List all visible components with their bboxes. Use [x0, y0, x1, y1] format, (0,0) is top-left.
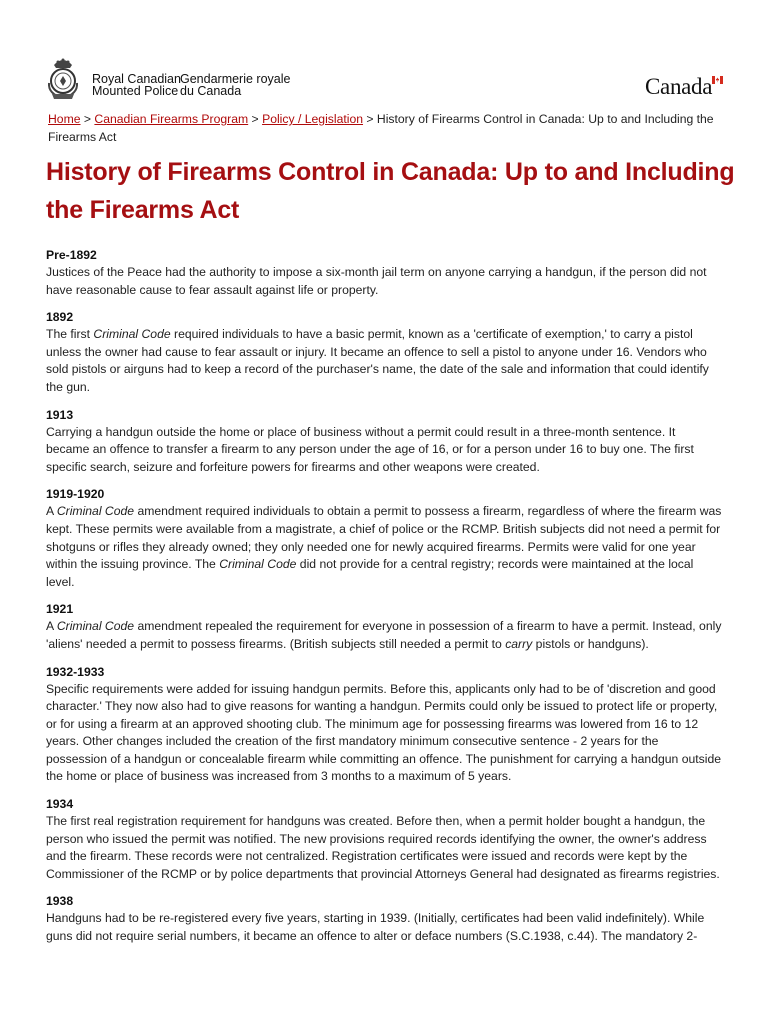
rcmp-crest-icon — [44, 56, 82, 100]
section-year: 1934 — [46, 797, 74, 812]
breadcrumb-current: History of Firearms Control in Canada: Up to and Including the Firearms Act — [48, 112, 714, 144]
section-text: A Criminal Code amendment required individuals to obtain a permit to possess a firearm, regardless of where the firearm was kept. These permits were available from a magistrate, a chief of police or the RCMP. British subjects did not need a permit for shotguns or rifles they already owned; they only needed one for newly acquired firearms. Permits were valid for one year within the issuing province. The Criminal Code did not provide for a central registry; records were maintained at the local level. — [46, 504, 722, 589]
section-text: A Criminal Code amendment repealed the requirement for everyone in possession of a firearm to have a permit. Instead, only 'aliens' needed a permit to possess firearms. (British subjects still needed a permit to carry pistols or handguns). — [46, 619, 722, 651]
history-section — [46, 664, 722, 787]
section-text: Carrying a handgun outside the home or place of business without a permit could result in a three-month sentence. It became an offence to transfer a firearm to any person under the age of 16, or for a person under 16 to buy one. The first specific search, seizure and forfeiture powers for firearms and other weapons were created. — [46, 424, 694, 474]
history-section — [46, 893, 722, 945]
org-fr-line2: du Canada — [180, 84, 242, 98]
history-section — [46, 486, 722, 591]
page-title: History of Firearms Control in Canada: Up to and Including the Firearms Act — [46, 158, 735, 224]
org-name-english — [92, 73, 181, 97]
org-fr-line1: Gendarmerie royale — [180, 72, 291, 86]
history-section — [46, 407, 722, 477]
history-section — [46, 601, 722, 653]
org-name-french — [180, 73, 290, 97]
section-year: 1932-1933 — [46, 664, 105, 679]
section-year: Pre-1892 — [46, 248, 97, 262]
site-header — [0, 0, 768, 108]
canada-wordmark: Canada — [645, 74, 713, 99]
section-text: Specific requirements were added for issuing handgun permits. Before this, applicants only had to be of 'discretion and good character.' They now also had to give reasons for wanting a handgun. Permits could only be issued to protect life or property, or for using a firearm at an approved shooting club. The minimum age for possessing firearms was lowered from 16 to 12 years. Other changes included the creation of the first mandatory minimum consecutive sentence - 2 years for the possession of a handgun or concealable firearm while committing an offence. The punishment for carrying a handgun outside the home or place of business was increased from 3 months to a maximum of 5 years. — [46, 681, 722, 784]
section-year: 1919-1920 — [46, 487, 105, 502]
history-section — [46, 796, 722, 883]
section-text: Handguns had to be re-registered every five years, starting in 1939. (Initially, certificates had been valid indefinitely). While guns did not require serial numbers, it became an offence to alter or deface numbers (S.C.1938, c.44). The mandatory 2- — [46, 911, 705, 944]
breadcrumb-home-link[interactable]: Home — [48, 112, 81, 126]
section-year: 1892 — [46, 310, 74, 325]
breadcrumb-program-link[interactable]: Canadian Firearms Program — [94, 112, 249, 126]
org-en-line1: Royal Canadian — [92, 72, 181, 86]
breadcrumb-separator: > — [80, 112, 95, 126]
breadcrumb-policy-link[interactable]: Policy / Legislation — [262, 112, 364, 126]
history-content — [46, 247, 722, 956]
section-text: Justices of the Peace had the authority to impose a six-month jail term on anyone carrying a handgun, if the person did not have reasonable cause to fear assault against life or property. — [46, 265, 707, 297]
breadcrumb-separator: > — [248, 112, 263, 126]
section-year: 1938 — [46, 894, 74, 909]
breadcrumb — [48, 110, 728, 146]
section-year: 1913 — [46, 407, 74, 422]
org-en-line2: Mounted Police — [92, 84, 179, 98]
section-year: 1921 — [46, 602, 74, 617]
canada-flag-icon — [712, 76, 723, 84]
section-text: The first real registration requirement for handguns was created. Before then, when a permit holder bought a handgun, the person who issued the permit was notified. The new provisions required records identifying the owner, the owner's address and the firearm. These records were not centralized. Registration certificates were issued and records were kept by the Commissioner of the RCMP or by police departments that provincial Attorneys General had designated as firearms registries. — [46, 814, 720, 881]
history-section — [46, 309, 722, 396]
breadcrumb-separator: > — [363, 112, 377, 126]
history-section — [46, 247, 722, 299]
section-text: The first Criminal Code required individuals to have a basic permit, known as a 'certificate of exemption,' to carry a pistol unless the owner had cause to fear assault or injury. It became an offence to sell a pistol to anyone under 16. Vendors who sold pistols or airguns had to keep a record of the purchaser's name, the date of the sale and information that could identify the gun. — [46, 327, 709, 394]
